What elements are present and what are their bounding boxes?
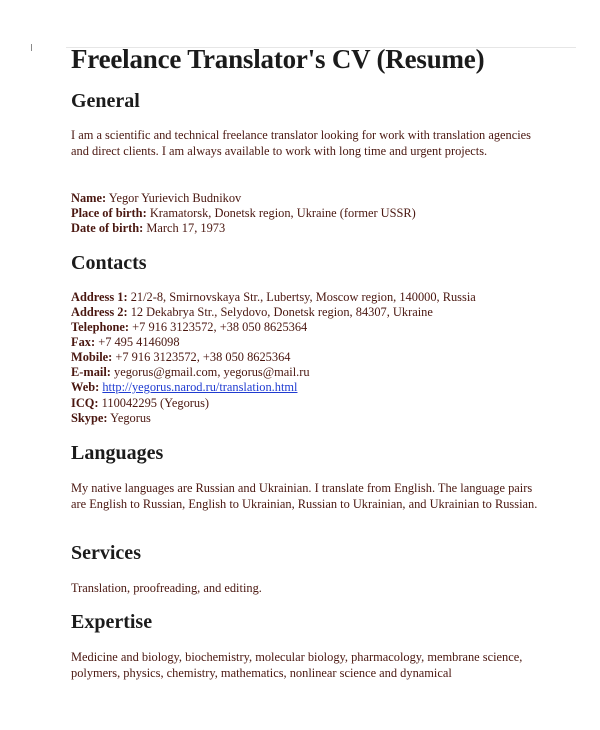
date-of-birth-value: March 17, 1973 [146,221,226,235]
icq-field [71,396,209,411]
icq-label: ICQ: [71,396,99,410]
expertise-heading: Expertise [71,611,153,633]
services-text: Translation, proofreading, and editing. [71,581,262,595]
services-heading: Services [71,542,141,564]
skype-value: Yegorus [110,411,151,425]
address1-label: Address 1: [71,290,128,304]
date-of-birth-label: Date of birth: [71,221,144,235]
name-value: Yegor Yurievich Budnikov [108,191,242,205]
fax-label: Fax: [71,335,96,349]
address1-value: 21/2-8, Smirnovskaya Str., Lubertsy, Moscow region, 140000, Russia [130,290,476,304]
icq-value: 110042295 (Yegorus) [101,396,210,410]
name-field [71,191,241,206]
fax-value: +7 495 4146098 [98,335,180,349]
address1-field [71,290,476,305]
place-of-birth-label: Place of birth: [71,206,147,220]
place-of-birth-value: Kramatorsk, Donetsk region, Ukraine (former USSR) [149,206,416,220]
date-of-birth-field [71,221,225,236]
email-value: yegorus@gmail.com, yegorus@mail.ru [114,365,310,379]
fax-field [71,335,180,350]
page-corner-mark [31,44,32,51]
email-field [71,365,310,380]
mobile-field [71,350,290,365]
telephone-label: Telephone: [71,320,130,334]
web-label: Web: [71,380,100,394]
telephone-value: +7 916 3123572, +38 050 8625364 [132,320,308,334]
expertise-text: Medicine and biology, biochemistry, molecular biology, pharmacology, membrane science, polymers, physics, chemistry, mathematics, nonlinear science and dynamical [71,650,523,680]
web-link[interactable]: http://yegorus.narod.ru/translation.html [102,380,298,394]
general-intro: I am a scientific and technical freelance translator looking for work with translation agencies and direct clients. I am always available to work with long time and urgent projects. [71,128,531,158]
place-of-birth-field [71,206,416,221]
document-title: Freelance Translator's CV (Resume) [71,44,485,74]
contacts-heading: Contacts [71,252,147,274]
email-label: E-mail: [71,365,111,379]
skype-field [71,411,151,426]
web-field [71,380,297,395]
languages-heading: Languages [71,442,164,464]
mobile-label: Mobile: [71,350,113,364]
skype-label: Skype: [71,411,108,425]
name-label: Name: [71,191,107,205]
address2-field [71,305,433,320]
address2-value: 12 Dekabrya Str., Selydovo, Donetsk region, 84307, Ukraine [130,305,433,319]
mobile-value: +7 916 3123572, +38 050 8625364 [115,350,291,364]
telephone-field [71,320,307,335]
languages-text: My native languages are Russian and Ukrainian. I translate from English. The language pairs are English to Russian, English to Ukrainian, Russian to Ukrainian, and Ukrainian to Russian. [71,481,538,511]
address2-label: Address 2: [71,305,128,319]
general-heading: General [71,90,140,112]
